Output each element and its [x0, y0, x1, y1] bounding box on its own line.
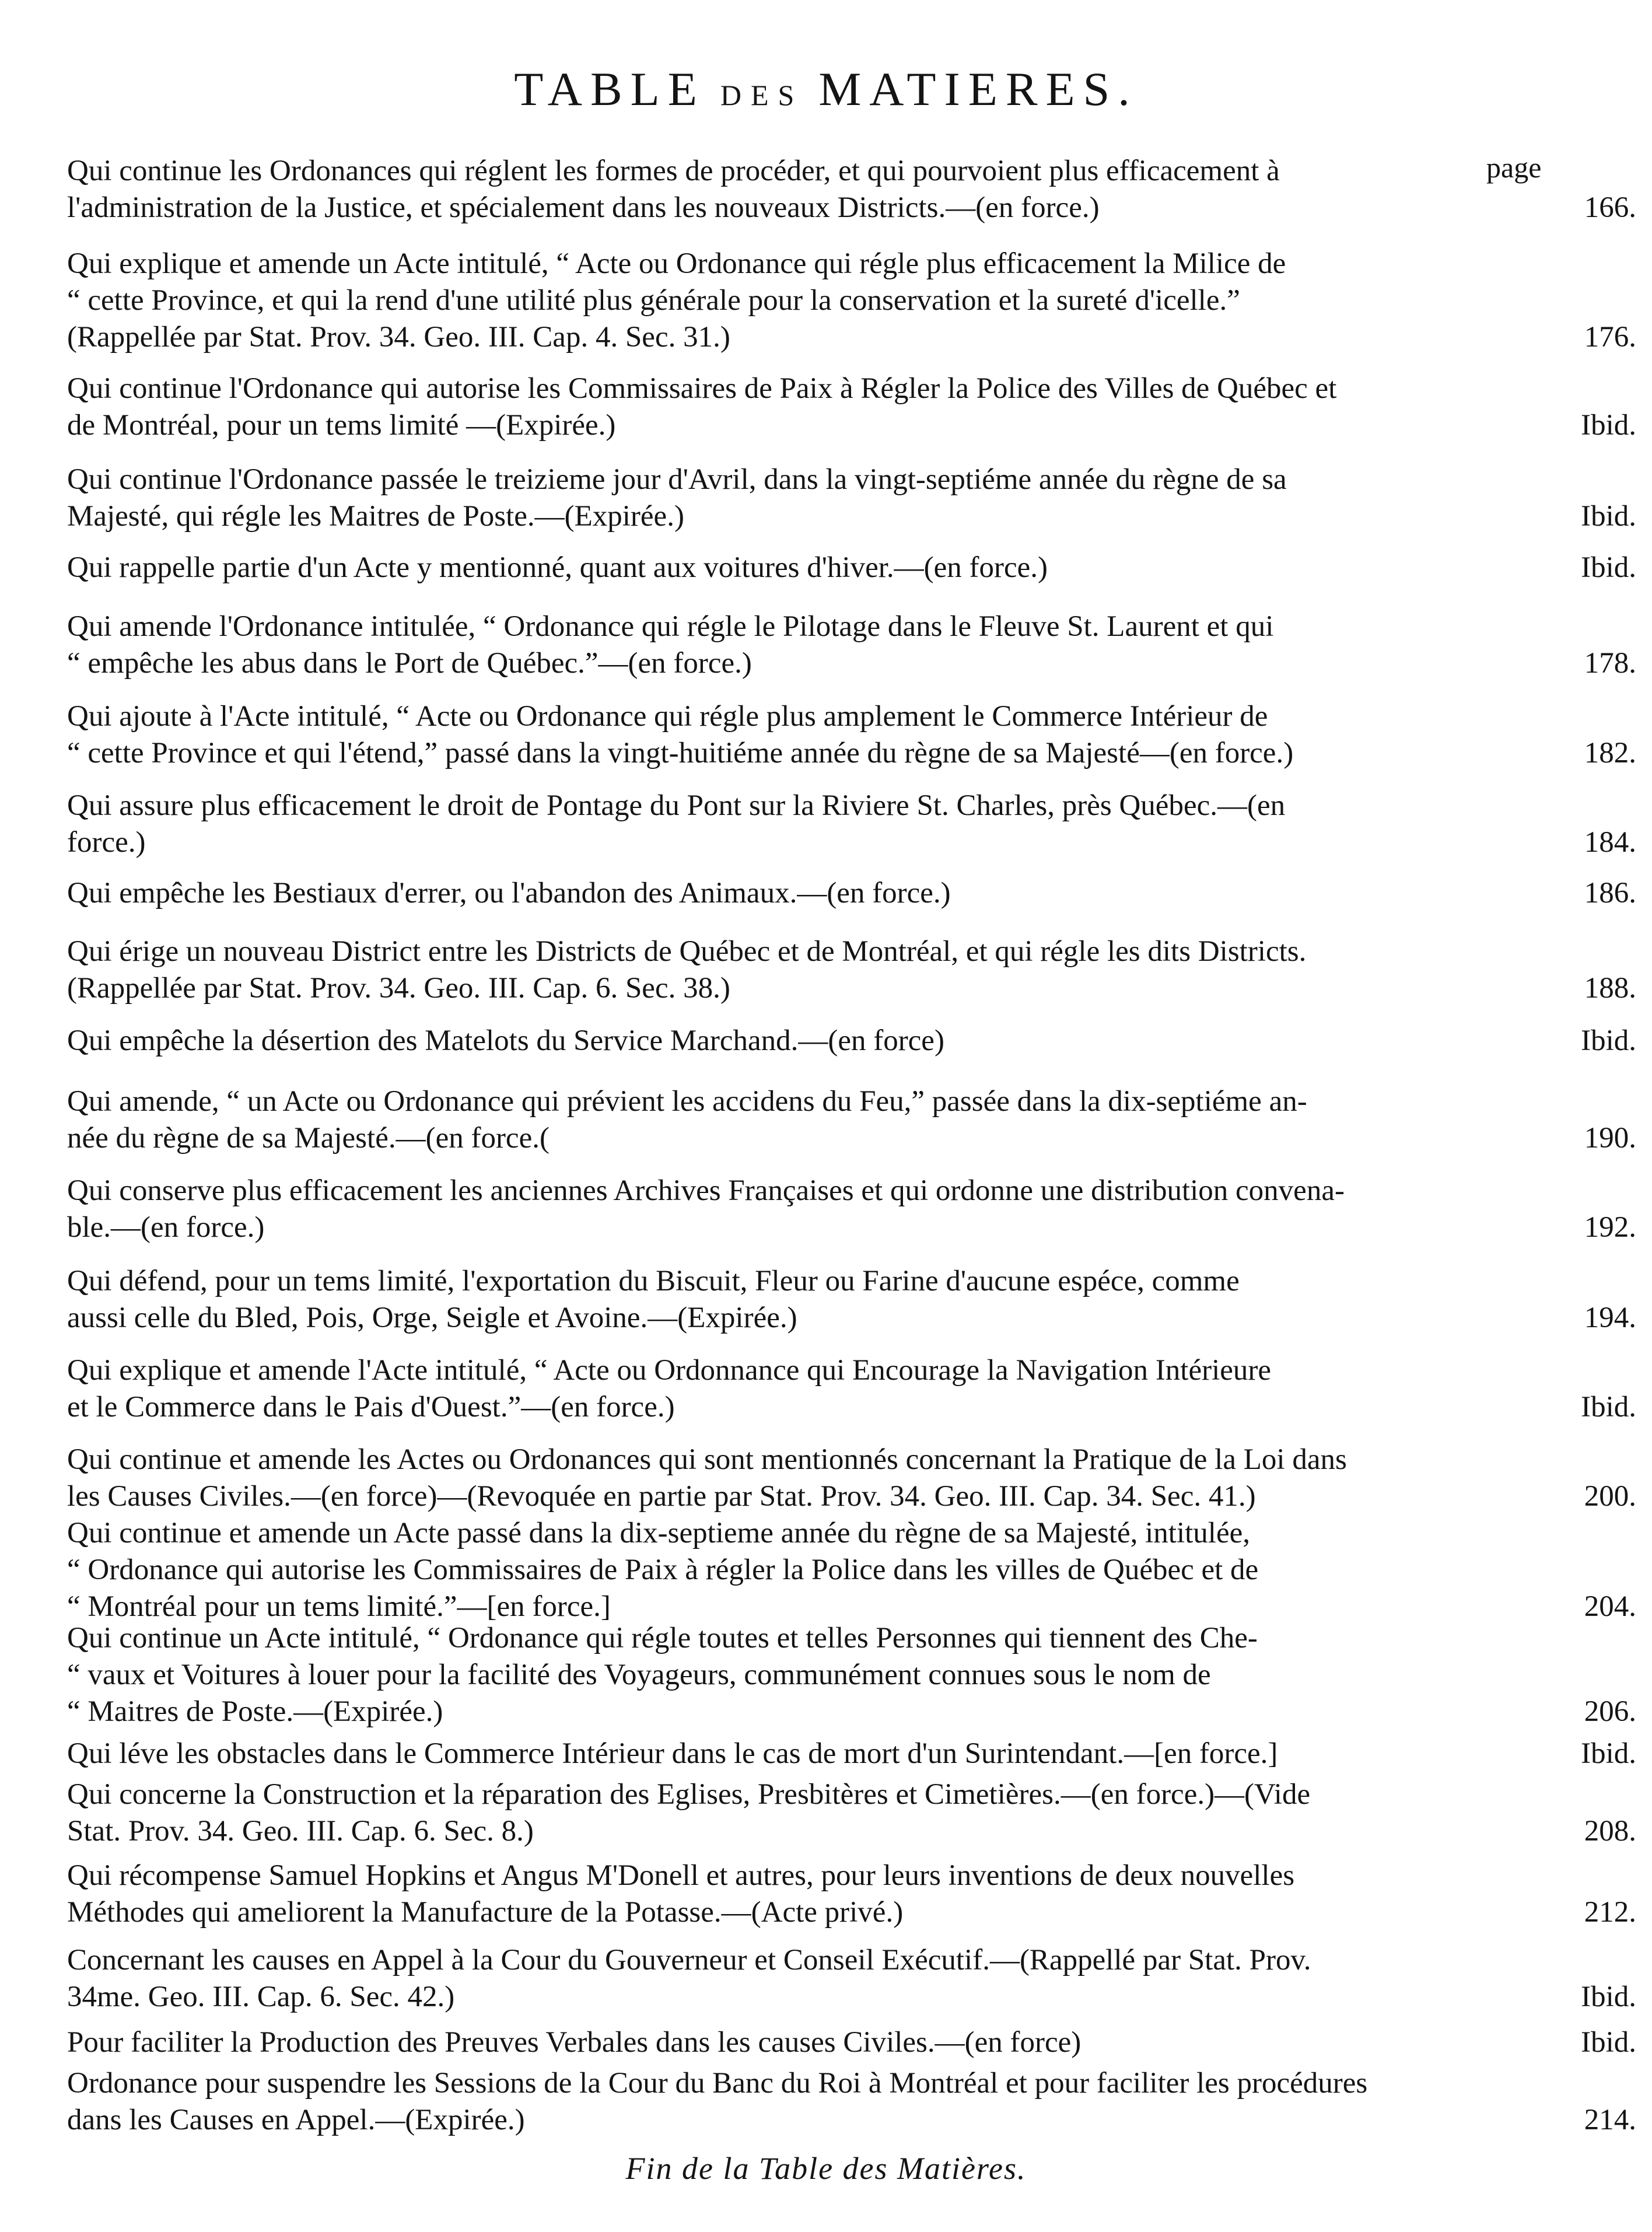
- entry-page-number: 186.: [1584, 877, 1636, 909]
- entry-text: Qui continue et amende les Actes ou Ordonances qui sont mentionnés concernant la Pratique de la Loi dans les Causes Civiles.—(en force)—(Revoquée en partie par Stat. Prov. 34. Geo. III. Cap. 34. Sec. 41.): [67, 1443, 1347, 1513]
- toc-entry: [67, 461, 1636, 535]
- entry-page-number: 184.: [1584, 826, 1636, 859]
- toc-entry: [67, 1263, 1636, 1337]
- entry-text: Ordonance pour suspendre les Sessions de la Cour du Banc du Roi à Montréal et pour faciliter les procédures dans les Causes en Appel.—(Expirée.): [67, 2067, 1368, 2136]
- entry-text: Qui amende l'Ordonance intitulée, “ Ordonance qui régle le Pilotage dans le Fleuve St. Laurent et qui “ empêche les abus dans le Port de Québec.”—(en force.): [67, 610, 1274, 680]
- entry-text: Qui assure plus efficacement le droit de Pontage du Pont sur la Riviere St. Charles, près Québec.—(en force.): [67, 789, 1286, 859]
- toc-entry: [67, 246, 1636, 356]
- toc-entry: [67, 2065, 1636, 2139]
- entry-page-number: 188.: [1584, 972, 1636, 1005]
- entry-page-number: Ibid.: [1581, 2026, 1636, 2059]
- entry-text: Qui continue l'Ordonance qui autorise les Commissaires de Paix à Régler la Police des Villes de Québec et de Montréal, pour un tems limité —(Expirée.): [67, 372, 1337, 442]
- entry-text: Qui continue l'Ordonance passée le treizieme jour d'Avril, dans la vingt-septiéme année du règne de sa Majesté, qui régle les Maitres de Poste.—(Expirée.): [67, 463, 1287, 533]
- entry-text: Qui explique et amende l'Acte intitulé, “ Acte ou Ordonnance qui Encourage la Navigation Intérieure et le Commerce dans le Pais d'Ouest.”—(en force.): [67, 1354, 1272, 1423]
- toc-entry: [67, 933, 1636, 1007]
- entry-text: Qui récompense Samuel Hopkins et Angus M'Donell et autres, pour leurs inventions de deux nouvelles Méthodes qui ameliorent la Manufacture de la Potasse.—(Acte privé.): [67, 1859, 1295, 1929]
- entry-page-number: 214.: [1584, 2104, 1636, 2136]
- entry-text: Qui conserve plus efficacement les anciennes Archives Françaises et qui ordonne une distribution convena- ble.—(en force.): [67, 1174, 1345, 1244]
- entry-text: Qui concerne la Construction et la réparation des Eglises, Presbitères et Cimetières.—(en force.)—(Vide Stat. Prov. 34. Geo. III. Cap. 6. Sec. 8.): [67, 1778, 1311, 1848]
- toc-entry: [67, 788, 1636, 861]
- title-word-des: DES: [720, 79, 804, 111]
- entry-text: Qui ajoute à l'Acte intitulé, “ Acte ou Ordonance qui régle plus amplement le Commerce Intérieur de “ cette Province et qui l'étend,” passé dans la vingt-huitiéme année du règne de sa Majesté—(en force.): [67, 700, 1294, 769]
- toc-entry: [67, 1023, 1636, 1059]
- toc-entry: [67, 608, 1636, 682]
- page-title: [0, 62, 1652, 116]
- entry-page-number: Ibid.: [1581, 551, 1636, 584]
- toc-entry: [67, 1173, 1636, 1246]
- entry-text: Qui empêche la désertion des Matelots du Service Marchand.—(en force): [67, 1024, 944, 1057]
- entry-text: Qui empêche les Bestiaux d'errer, ou l'abandon des Animaux.—(en force.): [67, 877, 951, 909]
- toc-entry: [67, 1776, 1636, 1850]
- entry-page-number: 192.: [1584, 1211, 1636, 1244]
- entry-text: Qui défend, pour un tems limité, l'exportation du Biscuit, Fleur ou Farine d'aucune espéce, comme aussi celle du Bled, Pois, Orge, Seigle et Avoine.—(Expirée.): [67, 1265, 1240, 1334]
- toc-entry: [67, 1515, 1636, 1625]
- toc-entry: [67, 153, 1636, 226]
- entry-page-number: Ibid.: [1581, 1981, 1636, 2013]
- entry-page-number: 206.: [1584, 1695, 1636, 1728]
- entry-page-number: 190.: [1584, 1122, 1636, 1155]
- toc-entry: [67, 370, 1636, 444]
- entry-text: Qui continue et amende un Acte passé dans la dix-septieme année du règne de sa Majesté, intitulée, “ Ordonance qui autorise les Commissaires de Paix à régler la Police dans les villes de Québec et de “ Montréal pour un tems limité.”—[en force.]: [67, 1517, 1259, 1623]
- entry-page-number: 166.: [1584, 191, 1636, 224]
- toc-entry: [67, 1442, 1636, 1515]
- page-column-label: page: [1486, 151, 1542, 184]
- entry-page-number: 194.: [1584, 1302, 1636, 1334]
- toc-entry: [67, 1352, 1636, 1426]
- toc-entry: [67, 1736, 1636, 1772]
- entry-page-number: Ibid.: [1581, 1737, 1636, 1770]
- toc-entry: [67, 550, 1636, 586]
- toc-entry: [67, 698, 1636, 772]
- entry-text: Qui continue les Ordonances qui réglent les formes de procéder, et qui pourvoient plus efficacement à l'administration de la Justice, et spécialement dans les nouveaux Districts.—(en force.): [67, 155, 1280, 224]
- entry-page-number: Ibid.: [1581, 1024, 1636, 1057]
- entry-text: Qui amende, “ un Acte ou Ordonance qui prévient les accidens du Feu,” passée dans la dix-septiéme an- née du règne de sa Majesté.—(en force.(: [67, 1085, 1307, 1155]
- entry-text: Qui rappelle partie d'un Acte y mentionné, quant aux voitures d'hiver.—(en force.): [67, 551, 1048, 584]
- entry-text: Qui continue un Acte intitulé, “ Ordonance qui régle toutes et telles Personnes qui tiennent des Che- “ vaux et Voitures à louer pour la facilité des Voyageurs, communément connues sous le nom de “ Maitres de Poste.—(Expirée.): [67, 1622, 1258, 1728]
- entry-text: Qui explique et amende un Acte intitulé, “ Acte ou Ordonance qui régle plus efficacement la Milice de “ cette Province, et qui la rend d'une utilité plus générale pour la conservation et la sureté d'icelle.” (Rappellée par Stat. Prov. 34. Geo. III. Cap. 4. Sec. 31.): [67, 247, 1286, 354]
- toc-entry: [67, 875, 1636, 912]
- entry-text: Qui léve les obstacles dans le Commerce Intérieur dans le cas de mort d'un Surintendant.—[en force.]: [67, 1737, 1278, 1770]
- entry-page-number: Ibid.: [1581, 409, 1636, 442]
- toc-entry: [67, 1620, 1636, 1730]
- toc-entry: [67, 1857, 1636, 1931]
- toc-entry: [67, 2024, 1636, 2061]
- entry-text: Concernant les causes en Appel à la Cour du Gouverneur et Conseil Exécutif.—(Rappellé par Stat. Prov. 34me. Geo. III. Cap. 6. Sec. 42.): [67, 1944, 1311, 2013]
- toc-entry: [67, 1083, 1636, 1157]
- entry-text: Qui érige un nouveau District entre les Districts de Québec et de Montréal, et qui régle les dits Districts. (Rappellée par Stat. Prov. 34. Geo. III. Cap. 6. Sec. 38.): [67, 935, 1307, 1005]
- entry-text: Pour faciliter la Production des Preuves Verbales dans les causes Civiles.—(en force): [67, 2026, 1082, 2059]
- entry-page-number: 212.: [1584, 1896, 1636, 1929]
- entry-page-number: 182.: [1584, 737, 1636, 769]
- end-of-table-note: Fin de la Table des Matières.: [625, 2151, 1027, 2186]
- entry-page-number: 178.: [1584, 647, 1636, 680]
- title-word-matieres: MATIERES.: [818, 62, 1138, 116]
- entry-page-number: 200.: [1584, 1480, 1636, 1513]
- entry-page-number: Ibid.: [1581, 1391, 1636, 1423]
- entry-page-number: 204.: [1584, 1590, 1636, 1623]
- entry-page-number: 208.: [1584, 1815, 1636, 1848]
- entry-page-number: Ibid.: [1581, 500, 1636, 533]
- entry-page-number: 176.: [1584, 321, 1636, 354]
- toc-entry: [67, 1942, 1636, 2016]
- title-word-table: TABLE: [514, 62, 705, 116]
